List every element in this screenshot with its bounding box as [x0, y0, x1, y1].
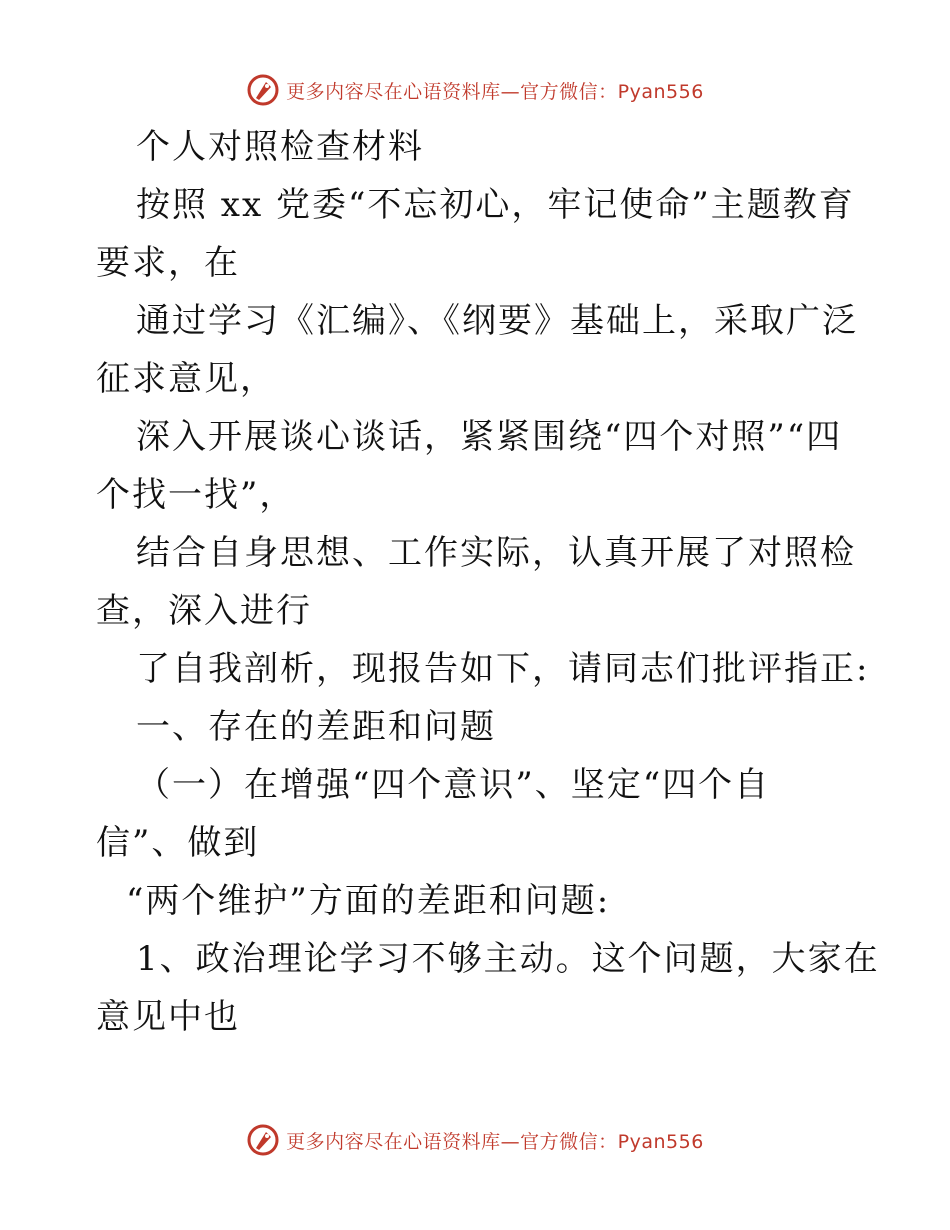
paragraph-line: 通过学习《汇编》、《纲要》基础上，采取广泛: [136, 301, 858, 341]
document-body: [96, 118, 880, 1046]
paragraph-line: 按照 xx 党委“不忘初心，牢记使命”主题教育: [136, 185, 855, 225]
paragraph-line: 了自我剖析，现报告如下，请同志们批评指正:: [136, 649, 870, 689]
paragraph-line: 要求，在: [96, 243, 240, 283]
watermark-text: 更多内容尽在心语资料库—官方微信：Pyan556: [286, 1130, 704, 1153]
paragraph-line: 意见中也: [96, 997, 240, 1037]
subsection-heading-cont: “两个维护”方面的差距和问题:: [126, 881, 611, 921]
document-title: 个人对照检查材料: [136, 127, 424, 167]
paragraph-line: 个找一找”，: [96, 475, 296, 515]
pen-nib-logo-icon: [246, 73, 280, 107]
paragraph-line: 1、政治理论学习不够主动。这个问题，大家在: [136, 939, 880, 979]
watermark-text: 更多内容尽在心语资料库—官方微信：Pyan556: [286, 80, 704, 103]
pen-nib-logo-icon: [246, 1123, 280, 1157]
subsection-heading-cont: 信”、做到: [96, 823, 260, 863]
paragraph-line: 征求意见，: [96, 359, 276, 399]
header-watermark-banner: [0, 70, 950, 110]
paragraph-line: 深入开展谈心谈话，紧紧围绕“四个对照”“四: [136, 417, 843, 457]
subsection-heading: （一）在增强“四个意识”、坚定“四个自: [136, 765, 771, 805]
paragraph-line: 查，深入进行: [96, 591, 312, 631]
paragraph-line: 结合自身思想、工作实际，认真开展了对照检: [136, 533, 856, 573]
section-heading: 一、存在的差距和问题: [136, 707, 496, 747]
footer-watermark-banner: [0, 1120, 950, 1160]
